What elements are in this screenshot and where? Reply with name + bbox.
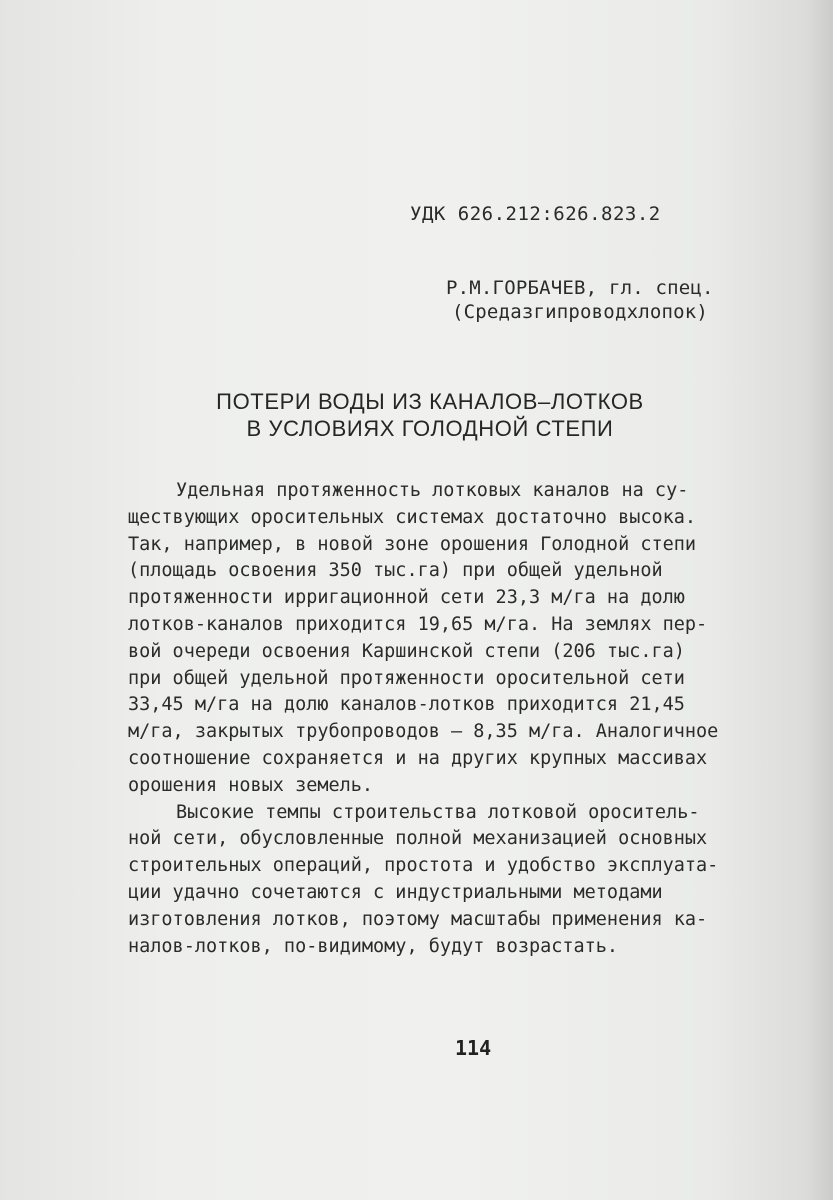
text-line: ции удачно сочетаются с индустриальными методами: [128, 881, 663, 903]
udk-code: УДК 626.212:626.823.2: [410, 203, 661, 225]
text-line: протяженности ирригационной сети 23,3 м/га на долю: [128, 587, 685, 609]
paragraph-1: [128, 478, 768, 800]
text-line: строительных операций, простота и удобство эксплуата-: [128, 855, 719, 877]
title-line-2: В УСЛОВИЯХ ГОЛОДНОЙ СТЕПИ: [246, 416, 614, 441]
paragraph-2: [128, 800, 768, 961]
text-line: соотношение сохраняется и на других крупных массивах: [128, 747, 708, 769]
text-line: (площадь освоения 350 тыс.га) при общей удельной: [128, 560, 663, 582]
text-line: Так, например, в новой зоне орошения Голодной степи: [128, 533, 697, 555]
text-line: ществующих оросительных системах достаточно высока.: [128, 506, 697, 528]
text-line: вой очереди освоения Каршинской степи (206 тыс.га): [128, 640, 685, 662]
author-affiliation: (Средазгипроводхлопок): [452, 301, 709, 323]
article-title: [150, 388, 710, 442]
text-line: Удельная протяженность лотковых каналов на су-: [176, 480, 689, 501]
page-edge-shadow: [805, 0, 833, 1200]
text-line: ной сети, обусловленные полной механизацией основных: [128, 828, 708, 850]
text-line: 33,45 м/га на долю каналов-лотков приходится 21,45: [128, 694, 685, 716]
author-name: Р.М.ГОРБАЧЕВ, гл. спец.: [446, 277, 714, 299]
text-line: изготовления лотков, поэтому масштабы применения ка-: [128, 908, 708, 930]
text-line: м/га, закрытых трубопроводов – 8,35 м/га. Аналогичное: [128, 721, 719, 743]
text-line: Высокие темпы строительства лотковой ороситель-: [176, 801, 700, 823]
page-number: 114: [455, 1036, 492, 1060]
title-line-1: ПОТЕРИ ВОДЫ ИЗ КАНАЛОВ–ЛОТКОВ: [216, 389, 644, 414]
text-line: орошения новых земель.: [128, 774, 374, 796]
article-body: [128, 478, 768, 960]
author-block: [446, 276, 714, 324]
text-line: лотков-каналов приходится 19,65 м/га. На землях пер-: [128, 613, 708, 635]
text-line: при общей удельной протяженности оросительной сети: [128, 667, 685, 689]
text-line: налов-лотков, по-видимому, будут возрастать.: [128, 935, 619, 957]
